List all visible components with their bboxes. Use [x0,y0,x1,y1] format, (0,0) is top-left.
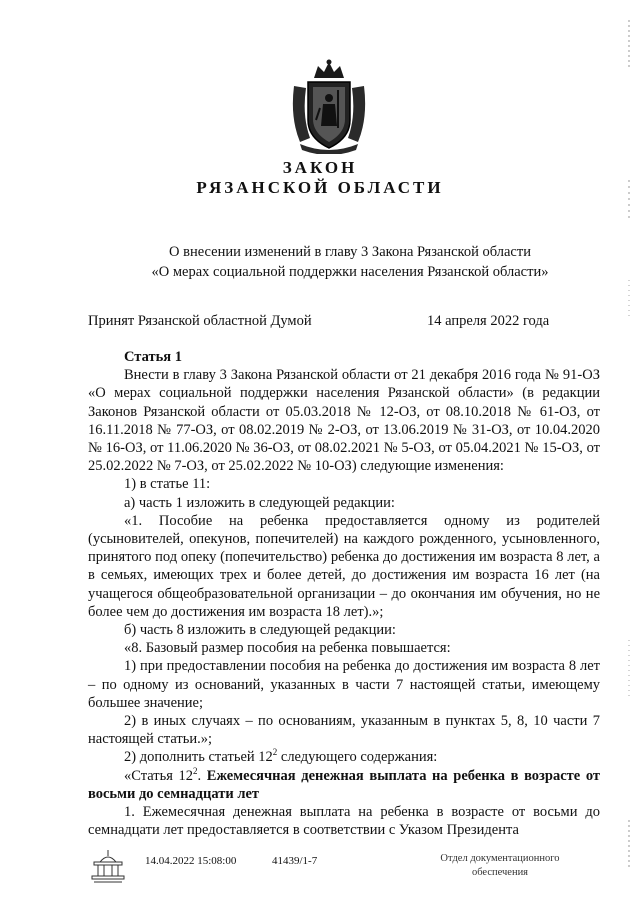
law-title: ЗАКОН [282,158,358,177]
law-body [88,348,600,839]
subtitle-line: «О мерах социальной поддержки населения Рязанской области» [151,264,549,280]
superscript: 2 [193,765,198,776]
law-subtitle [60,242,640,282]
coat-of-arms-icon [286,58,372,154]
department-stamp [440,852,560,880]
law-region-title: РЯЗАНСКОЙ ОБЛАСТИ [196,178,444,197]
paragraph: б) часть 8 изложить в следующей редакции: [124,622,396,639]
new-article-dot: . [197,767,207,784]
new-article-prefix: «Статья 12 [124,767,194,784]
subtitle-line: О внесении изменений в главу 3 Закона Рязанской области [169,244,531,260]
article-heading: Статья 1 [124,349,182,365]
paragraph: «8. Базовый размер пособия на ребенка повышается: [124,640,451,657]
paragraph: «1. Пособие на ребенка предоставляется одному из родителей (усыновителей, опекунов, попечителей) на каждого рожденного, усыновленного, принятого под опеку (попечительство) ребенка до достижения им возраста 8 лет, а в семьях, имеющих трех и более детей, до достижения им возраста 16 лет (на учащегося общеобразовательной организации – до окончания им обучения, но не более чем до достижения им возраста 18 лет).»; [88,512,600,620]
footer-reg-number: 41439/1-7 [272,855,318,867]
department-line: Отдел документационного [440,853,560,864]
article-intro: Внести в главу 3 Закона Рязанской области от 21 декабря 2016 года № 91-ОЗ «О мерах социальной поддержки населения Рязанской области» (в редакции Законов Рязанской области от 05.03.2018 № 12-ОЗ, от 08.10.2018 № 61-ОЗ, от 16.11.2018 № 77-ОЗ, от 08.02.2019 № 2-ОЗ, от 13.06.2019 № 31-ОЗ, от 10.04.2020 № 16-ОЗ, от 11.06.2020 № 36-ОЗ, от 08.02.2021 № 5-ОЗ, от 05.04.2021 № 15-ОЗ, от 25.02.2022 № 7-ОЗ, от 25.02.2022 № 10-ОЗ) следующие изменения: [88,367,600,475]
paragraph: 2) в иных случаях – по основаниям, указанным в пунктах 5, 8, 10 части 7 настоящей статьи.»; [88,713,600,748]
paragraph-text: 2) дополнить статьей 12 [124,749,273,766]
scan-margin-marks [624,0,634,905]
paragraph-text: следующего содержания: [277,749,438,766]
paragraph: а) часть 1 изложить в следующей редакции: [124,494,395,511]
paragraph: 1) в статье 11: [124,476,211,493]
new-article-title: Ежемесячная денежная выплата на ребенка в возрасте от восьми до семнадцати лет [88,767,600,802]
adopted-by: Принят Рязанской областной Думой [88,313,312,329]
superscript: 2 [272,747,278,758]
paragraph [88,748,600,766]
footer-datetime: 14.04.2022 15:08:00 [145,855,237,867]
duma-building-icon [88,846,128,886]
paragraph: 1. Ежемесячная денежная выплата на ребенка в возрасте от восьми до семнадцати лет предоставляется в соответствии с Указом Президента [88,804,600,839]
new-article-heading [88,767,600,803]
paragraph: 1) при предоставлении пособия на ребенка до достижения им возраста 8 лет – по одному из оснований, указанных в части 7 настоящей статьи, имеющему большее значение; [88,658,600,711]
adoption-date: 14 апреля 2022 года [427,313,550,329]
department-line: обеспечения [471,867,529,878]
